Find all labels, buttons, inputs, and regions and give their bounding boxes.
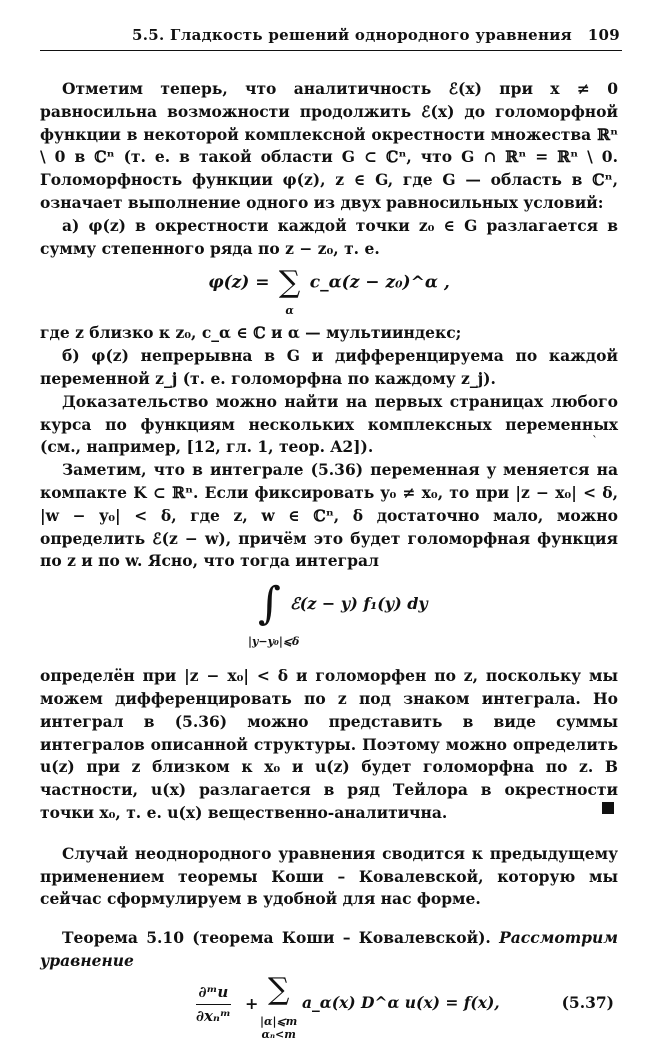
integral-expression: ℰ(z − y) f₁(y) dy [290, 594, 428, 614]
condition-a: а) φ(z) в окрестности каждой точки z₀ ∈ G разлагается в сумму степенного ряда по z − z₀, т. е. [40, 215, 618, 258]
sum-sign-2: ∑ [268, 971, 290, 1007]
sum-sign: ∑ α [279, 268, 300, 299]
header-rule [40, 50, 622, 51]
section-title: 5.5. Гладкость решений однородного уравнения [132, 26, 573, 44]
condition-b: б) φ(z) непрерывна в G и дифференцируема по каждой переменной z_j (т. е. голоморфна по каждому z_j). [40, 346, 618, 388]
integral-sign: ∫ [258, 578, 281, 630]
theorem-title: Теорема 5.10 (теорема Коши – Ковалевской). [62, 928, 491, 948]
formula-rhs: c_α(z − z₀)^α , [309, 272, 450, 293]
paragraph-holomorphic: определён при |z − x₀| < δ и голоморфен по z, поскольку мы можем дифференцировать по z под знаком интеграла. Но интеграл в (5.36) можно представить в виде суммы интегралов описанной структуры. Поэтому можно определить u(z) при z близком к x₀ и u(z) будет голоморфна по z. В частности, u(x) разлагается в ряд Тейлора в окрестности точки x₀, т. е. u(x) вещественно-аналитична. [40, 666, 618, 822]
power-series-formula [40, 265, 618, 318]
paragraph-where: где z близко к z₀, c_α ∈ ℂ и α — мультииндекс; [40, 323, 462, 343]
integral-formula [40, 579, 618, 655]
plus-sign: + [245, 993, 259, 1013]
equation-5-37 [40, 971, 618, 1057]
paragraph-integral: Заметим, что в интеграле (5.36) переменная y меняется на компакте K ⊂ ℝⁿ. Если фиксировать y₀ ≠ x₀, то при |z − x₀| < δ, |w − y₀| < δ, где z, w ∈ ℂⁿ, δ достаточно мало, можно определить ℰ(z − w), причём это будет голоморфная функция по z и по w. Ясно, что тогда интеграл [40, 460, 618, 571]
sum-limits: |α|⩽m αₙ<m [260, 1014, 298, 1041]
fraction-numerator: ∂ᵐu [196, 981, 231, 1005]
formula-lhs: φ(z) = [208, 272, 270, 293]
theorem-text: Рассмотрим уравнение [40, 928, 618, 970]
integral-limit: |y−y₀|⩽δ [248, 635, 300, 649]
stray-mark: ` [592, 434, 598, 448]
page-body [40, 78, 618, 1057]
derivative-fraction [196, 981, 231, 1028]
equation-rest: a_α(x) D^α u(x) = f(x), [302, 992, 500, 1012]
paragraph-proof-ref: Доказательство можно найти на первых страницах любого курса по функциям нескольких комплексных переменных (см., например, [12, гл. 1, теор. A2]). [40, 391, 618, 457]
fraction-denominator: ∂xₙᵐ [196, 1006, 231, 1025]
sum-index: α [285, 304, 294, 318]
qed-square [602, 802, 614, 814]
equation-number: (5.37) [561, 992, 614, 1012]
page-number: 109 [587, 26, 620, 44]
theorem-heading [40, 927, 618, 973]
paragraph-inhomogeneous: Случай неоднородного уравнения сводится к предыдущему применением теоремы Коши – Ковалевской, которую мы сейчас сформулируем в удобной для нас форме. [40, 843, 618, 909]
paragraph-analyticity: Отметим теперь, что аналитичность ℰ(x) при x ≠ 0 равносильна возможности продолжить ℰ(x) до голоморфной функции в некоторой комплексной окрестности множества ℝⁿ \ 0 в ℂⁿ (т. е. в такой области G ⊂ ℂⁿ, что G ∩ ℝⁿ = ℝⁿ \ 0. Голоморфность функции φ(z), z ∈ G, где G — область в ℂⁿ, означает выполнение одного из двух равносильных условий: [40, 79, 618, 212]
